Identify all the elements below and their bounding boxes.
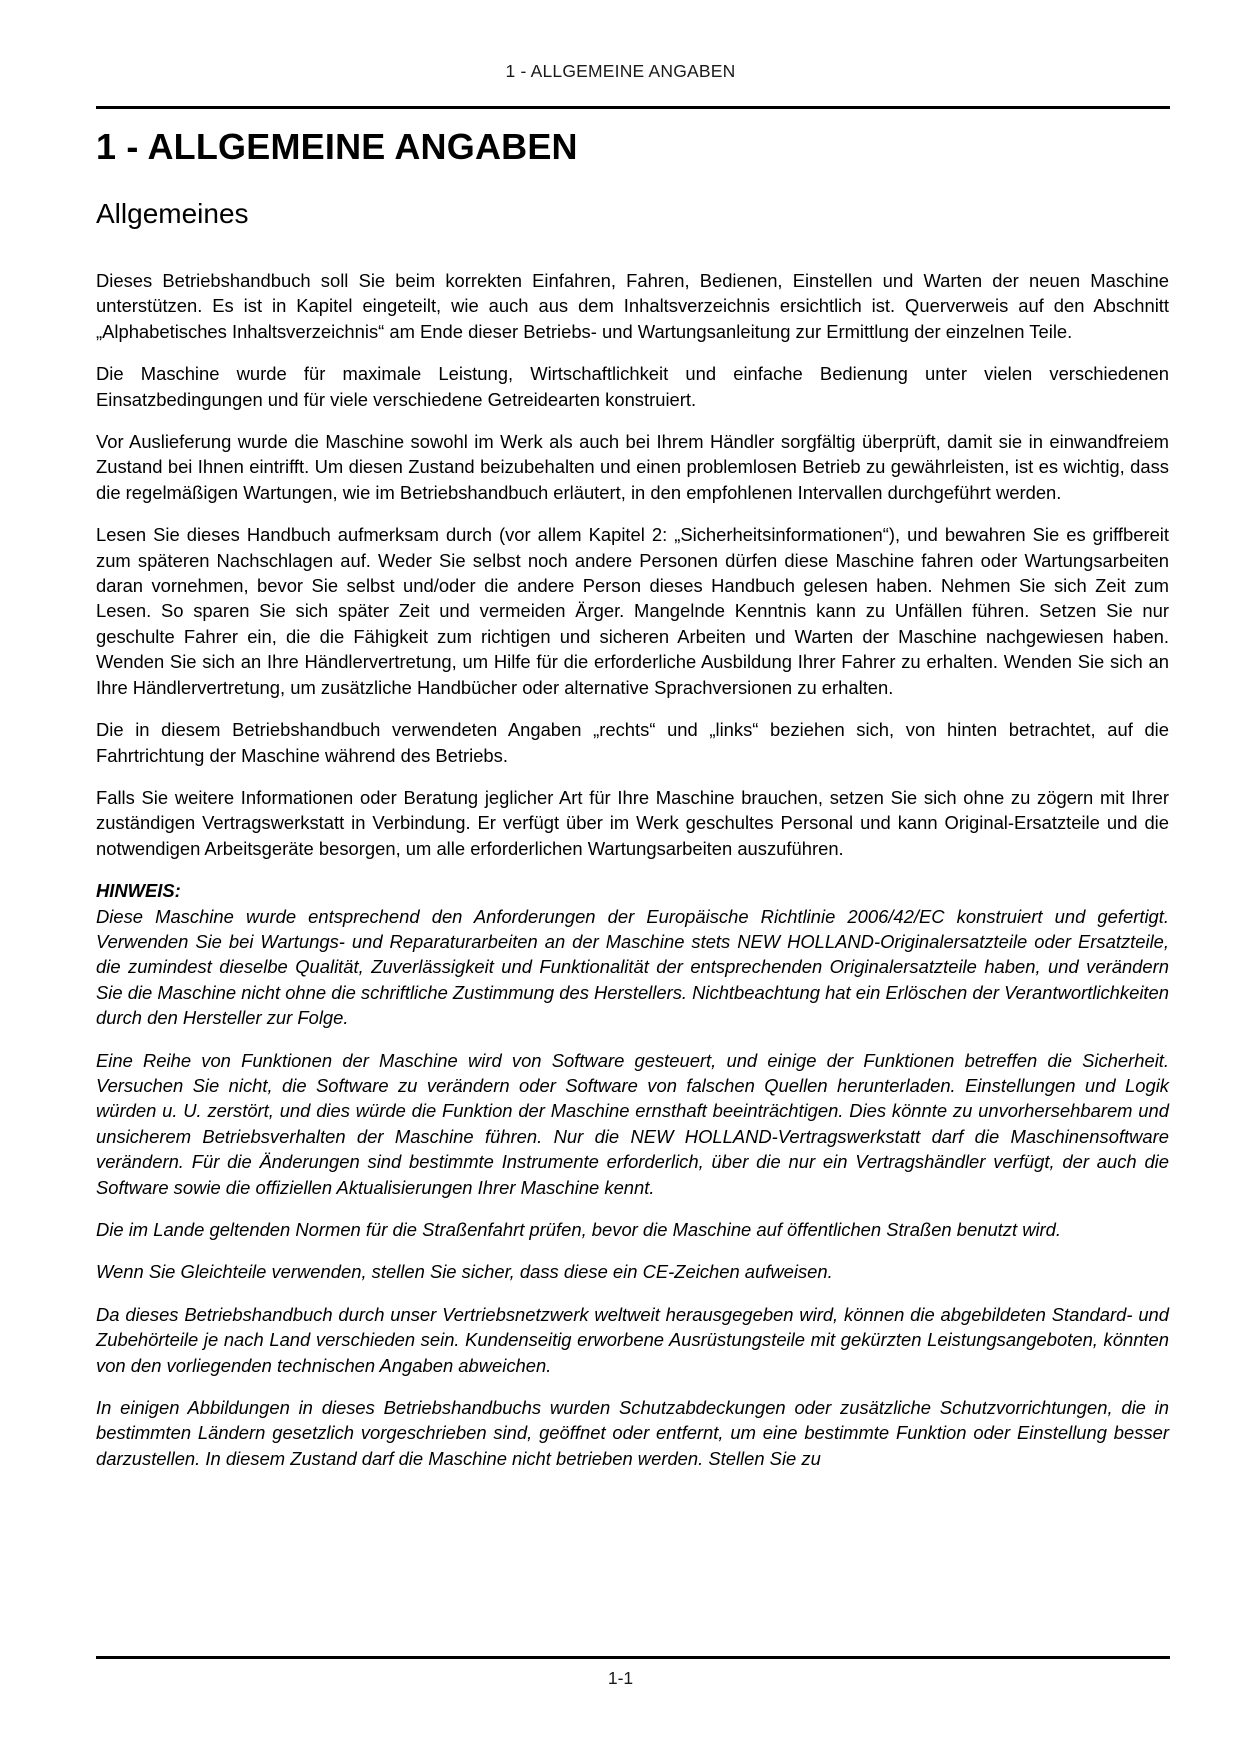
footer-rule [96, 1656, 1170, 1659]
note-paragraph-4: Wenn Sie Gleichteile verwenden, stellen Sie sicher, dass diese ein CE-Zeichen aufweisen. [96, 1261, 833, 1283]
note-paragraph-6: In einigen Abbildungen in dieses Betriebshandbuchs wurden Schutzabdeckungen oder zusätzliche Schutzvorrichtungen, die in bestimmten Ländern gesetzlich vorgeschrieben sind, geöffnet oder entfernt, um eine bestimmte Funktion oder Einstellung besser darzustellen. In diesem Zustand darf die Maschine nicht betrieben werden. Stellen Sie zu [96, 1397, 1169, 1469]
body-paragraph-2: Die Maschine wurde für maximale Leistung, Wirtschaftlichkeit und einfache Bedienung unter vielen verschiedenen Einsatzbedingungen und für viele verschiedene Getreidearten konstruiert. [96, 363, 1169, 410]
header-rule [96, 106, 1170, 109]
note-label: HINWEIS: [96, 880, 181, 902]
body-paragraph-5: Die in diesem Betriebshandbuch verwendeten Angaben „rechts“ und „links“ beziehen sich, von hinten betrachtet, auf die Fahrtrichtung der Maschine während des Betriebs. [96, 719, 1169, 766]
running-header: 1 - ALLGEMEINE ANGABEN [505, 61, 736, 81]
body-paragraph-3: Vor Auslieferung wurde die Maschine sowohl im Werk als auch bei Ihrem Händler sorgfältig überprüft, damit sie in einwandfreiem Zustand bei Ihnen eintrifft. Um diesen Zustand beizubehalten und einen problemlosen Betrieb zu gewährleisten, ist es wichtig, dass die regelmäßigen Wartungen, wie im Betriebshandbuch erläutert, in den empfohlenen Intervallen durchgeführt werden. [96, 431, 1169, 503]
body-paragraph-1: Dieses Betriebshandbuch soll Sie beim korrekten Einfahren, Fahren, Bedienen, Einstellen und Warten der neuen Maschine unterstützen. Es ist in Kapitel eingeteilt, wie auch aus dem Inhaltsverzeichnis ersichtlich ist. Querverweis auf den Abschnitt „Alphabetisches Inhaltsverzeichnis“ am Ende dieser Betriebs- und Wartungsanleitung zur Ermittlung der einzelnen Teile. [96, 270, 1169, 342]
note-paragraph-3: Die im Lande geltenden Normen für die Straßenfahrt prüfen, bevor die Maschine auf öffentlichen Straßen benutzt wird. [96, 1219, 1062, 1240]
body-paragraph-4: Lesen Sie dieses Handbuch aufmerksam durch (vor allem Kapitel 2: „Sicherheitsinformationen“), und bewahren Sie es griffbereit zum späteren Nachschlagen auf. Weder Sie selbst noch andere Personen dürfen diese Maschine fahren oder Wartungsarbeiten daran vornehmen, bevor Sie selbst und/oder die andere Person dieses Handbuch gelesen haben. Nehmen Sie sich Zeit zum Lesen. So sparen Sie sich später Zeit und vermeiden Ärger. Mangelnde Kenntnis kann zu Unfällen führen. Setzen Sie nur geschulte Fahrer ein, die die Fähigkeit zum richtigen und sicheren Arbeiten und Warten der Maschine nachgewiesen haben. Wenden Sie sich an Ihre Händlervertretung, um Hilfe für die erforderliche Ausbildung Ihrer Fahrer zu erhalten. Wenden Sie sich an Ihre Händlervertretung, um zusätzliche Handbücher oder alternative Sprachversionen zu erhalten. [96, 524, 1169, 698]
note-paragraph-5: Da dieses Betriebshandbuch durch unser Vertriebsnetzwerk weltweit herausgegeben wird, können die abgebildeten Standard- und Zubehörteile je nach Land verschieden sein. Kundenseitig erworbene Ausrüstungsteile mit gekürzten Leistungsangeboten, könnten von den vorliegenden technischen Angaben abweichen. [96, 1303, 1169, 1376]
section-title: Allgemeines [96, 198, 249, 229]
note-paragraph-1: Diese Maschine wurde entsprechend den Anforderungen der Europäische Richtlinie 2006/42/EC konstruiert und gefertigt. Verwenden Sie bei Wartungs- und Reparaturarbeiten an der Maschine stets NEW HOLLAND-Originalersatzteile oder Ersatzteile, die zumindest dieselbe Qualität, Zuverlässigkeit und Funktionalität der entsprechenden Originalersatzteile haben, und verändern Sie die Maschine nicht ohne die schriftliche Zustimmung des Herstellers. Nichtbeachtung hat ein Erlöschen der Verantwortlichkeiten durch den Hersteller zur Folge. [96, 905, 1169, 1029]
note-paragraph-2: Eine Reihe von Funktionen der Maschine wird von Software gesteuert, und einige der Funktionen betreffen die Sicherheit. Versuchen Sie nicht, die Software zu verändern oder Software von falschen Quellen herunterladen. Einstellungen und Logik würden u. U. zerstört, und dies würde die Funktion der Maschine ernsthaft beeinträchtigen. Dies könnte zu unvorhersehbarem und unsicherem Betriebsverhalten der Maschine führen. Nur die NEW HOLLAND-Vertragswerkstatt darf die Maschinensoftware verändern. Für die Änderungen sind bestimmte Instrumente erforderlich, über die nur ein Vertragshändler verfügt, der auch die Software sowie die offiziellen Aktualisierungen Ihrer Maschine kennt. [96, 1049, 1169, 1198]
body-content [96, 268, 1169, 1488]
chapter-title: 1 - ALLGEMEINE ANGABEN [96, 126, 578, 167]
body-paragraph-6: Falls Sie weitere Informationen oder Beratung jeglicher Art für Ihre Maschine brauchen, setzen Sie sich ohne zu zögern mit Ihrer zuständigen Vertragswerkstatt in Verbindung. Er verfügt über im Werk geschultes Personal und kann Original-Ersatzteile und die notwendigen Arbeitsgeräte besorgen, um alle erforderlichen Wartungsarbeiten auszuführen. [96, 786, 1169, 859]
page-number: 1-1 [607, 1668, 634, 1688]
